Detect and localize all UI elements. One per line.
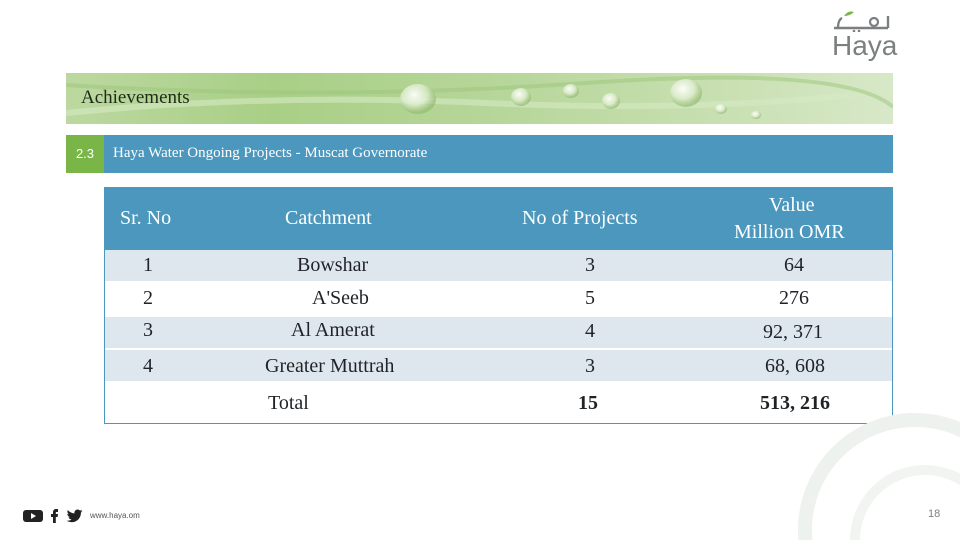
header-no-of-projects: No of Projects bbox=[522, 207, 638, 229]
arabic-wordmark-icon bbox=[830, 10, 894, 32]
total-projects: 15 bbox=[578, 392, 598, 414]
row-value: 92, 371 bbox=[763, 321, 823, 343]
page-number: 18 bbox=[928, 508, 941, 520]
section-number: 2.3 bbox=[66, 135, 104, 173]
banner-title: Achievements bbox=[81, 87, 190, 108]
row-catchment: Bowshar bbox=[297, 254, 369, 276]
achievements-banner bbox=[66, 73, 893, 124]
row-projects: 5 bbox=[585, 287, 595, 309]
row-sr: 2 bbox=[143, 287, 153, 309]
row-value: 64 bbox=[784, 254, 804, 276]
header-catchment: Catchment bbox=[285, 207, 372, 229]
row-sr: 3 bbox=[143, 319, 153, 341]
website-link[interactable]: www.haya.om bbox=[90, 511, 140, 520]
haya-logo bbox=[826, 10, 898, 66]
table-header bbox=[105, 188, 892, 250]
table-row bbox=[105, 250, 892, 281]
twitter-icon[interactable] bbox=[66, 509, 83, 523]
row-catchment: Greater Muttrah bbox=[265, 355, 395, 377]
total-label: Total bbox=[268, 392, 309, 414]
row-projects: 4 bbox=[585, 320, 595, 342]
logo-wordmark: Haya bbox=[832, 30, 898, 61]
water-droplets-icon bbox=[66, 73, 893, 124]
table-row bbox=[105, 350, 892, 381]
table-total-row bbox=[105, 384, 892, 423]
facebook-icon[interactable] bbox=[50, 509, 59, 523]
youtube-icon[interactable] bbox=[23, 509, 43, 523]
row-sr: 1 bbox=[143, 254, 153, 276]
row-sr: 4 bbox=[143, 355, 153, 377]
table-row bbox=[105, 317, 892, 348]
total-value: 513, 216 bbox=[760, 392, 830, 414]
row-catchment: Al Amerat bbox=[291, 319, 375, 341]
row-catchment: A'Seeb bbox=[312, 287, 369, 309]
row-projects: 3 bbox=[585, 355, 595, 377]
row-value: 68, 608 bbox=[765, 355, 825, 377]
row-value: 276 bbox=[779, 287, 809, 309]
header-sr-no: Sr. No bbox=[120, 207, 172, 229]
header-value-unit: Million OMR bbox=[734, 221, 845, 243]
table-row bbox=[105, 283, 892, 316]
section-title: Haya Water Ongoing Projects - Muscat Governorate bbox=[113, 145, 428, 161]
section-header bbox=[66, 135, 893, 173]
row-projects: 3 bbox=[585, 254, 595, 276]
header-value: Value bbox=[769, 194, 815, 216]
